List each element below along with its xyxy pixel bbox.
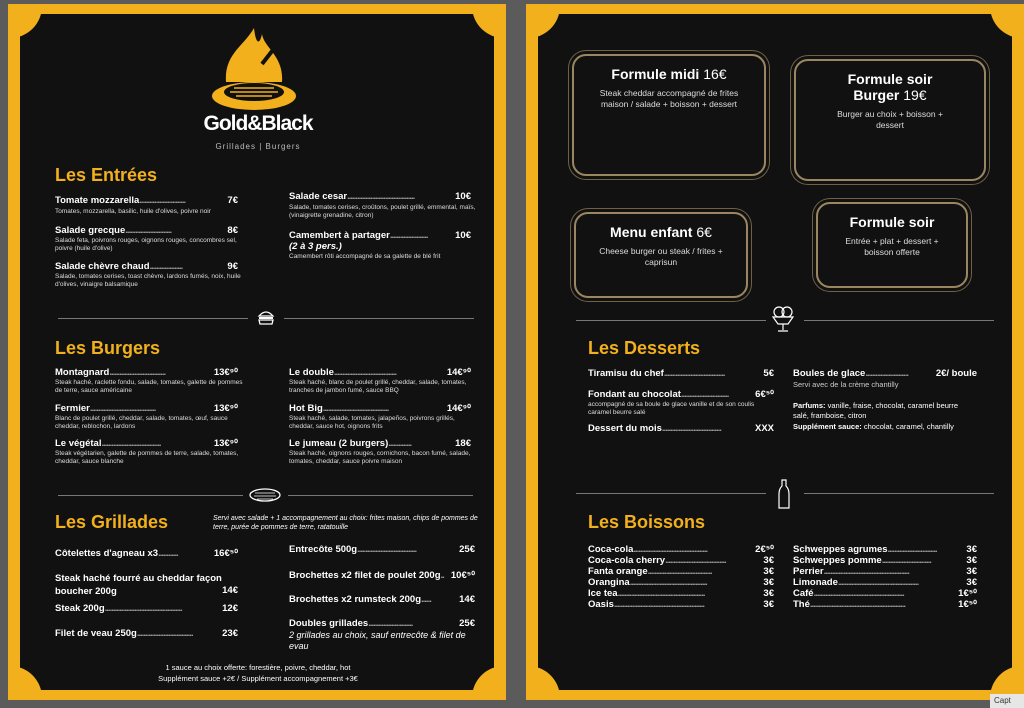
item-price: 3€ [763,599,774,610]
parfums-label: Parfums: [793,401,826,410]
item-price: 10€ [455,230,471,241]
item-price: 25€ [459,544,475,555]
menu-item: Camembert à partager....................... 10€ [289,230,471,241]
item-description: accompagné de sa boule de glace vanille et de son coulis caramel beurre salé [588,401,755,416]
item-name: Fondant au chocolat [588,389,681,400]
item-name: Entrecôte 500g [289,544,358,555]
item-price: 3€ [763,566,774,577]
menu-item: Fermier........................................ 13€⁹⁰ [55,403,238,414]
divider [288,495,473,496]
item-description: Camembert rôti accompagné de sa galette de blé frit [289,253,441,260]
formule-card [794,59,986,181]
flame-grill-logo-icon [204,24,304,120]
menu-item: Salade grecque............................ 8€ [55,225,238,236]
section-title-boissons: Les Boissons [588,512,706,532]
menu-item: Ice tea..................................................... 3€ [588,588,774,599]
item-name: Doubles grillades [289,618,369,629]
divider [804,320,994,321]
item-price: 2€⁵⁰ [755,544,774,555]
item-price: 3€ [966,577,977,588]
menu-item: Coca-cola cherry..................................... 3€ [588,555,774,566]
formule-card [574,212,748,298]
item-price: XXX [754,423,774,434]
item-price: 9€ [227,261,238,272]
item-name: Salade grecque [55,225,126,236]
item-price: 10€ [455,191,471,202]
item-description: Steak haché, salade, tomates, jalapeños, poivrons grillés, cheddar, sauce hot, oignons frits [289,415,455,430]
divider [576,320,766,321]
menu-item: Fondant au chocolat............................. 6€⁵⁰ [588,389,774,400]
section-title-burgers: Les Burgers [55,338,161,358]
formule-title: Formule midi [611,66,700,82]
grillades-note: Servi avec salade + 1 accompagnement au choix: frites maison, chips de pommes de terre, purée de pommes de terre, ratatouille [213,515,478,531]
item-price: 14€ [459,594,475,605]
footer-sauce-line: 1 sauce au choix offerte: forestière, poivre, cheddar, hot [165,663,351,672]
supplement-list: chocolat, caramel, chantilly [863,422,954,431]
menu-item: Salade chèvre chaud.................... 9€ [55,261,238,272]
item-name: Le végétal [55,438,102,449]
menu-item: Boules de glace.......................... 2€/ boule [793,368,977,379]
menu-page-right [526,4,1024,700]
menu-item: Dessert du mois.................................... XXX [588,423,774,434]
item-price: 6€⁵⁰ [755,389,774,400]
item-price: 1€⁵⁰ [958,588,977,599]
boissons-list-right [793,544,977,610]
item-price: 3€ [763,555,774,566]
item-price: 5€ [763,368,774,379]
menu-item: Limonade................................................. 3€ [793,577,977,588]
item-name: Le jumeau (2 burgers) [289,438,389,449]
logo-tagline: Grillades | Burgers [215,142,301,151]
menu-item: Montagnard.................................. 13€⁹⁰ [55,367,238,378]
item-subtitle: 2 grillades au choix, sauf entrecôte & filet de evau [289,630,466,651]
item-name: Hot Big [289,403,323,414]
item-name: Brochettes x2 rumsteck 200g [289,594,422,605]
item-name: Café [793,588,814,599]
divider [284,318,474,319]
item-price: 3€ [966,566,977,577]
divider [804,493,994,494]
item-description: Steak végétarien, galette de pommes de terre, salade, tomates, cheddar, sauce blanche [55,450,239,465]
item-name: Montagnard [55,367,110,378]
menu-item: Coca-cola............................................. 2€⁵⁰ [588,544,774,555]
item-name: Coca-cola [588,544,634,555]
item-price: 1€⁵⁰ [958,599,977,610]
item-name: Salade cesar [289,191,348,202]
section-title-grillades: Les Grillades [55,512,169,532]
item-name: Steak 200g [55,603,105,614]
item-name: Ice tea [588,588,618,599]
item-name: Boules de glace [793,368,866,379]
menu-item: Filet de veau 250g.................................. 23€ [55,628,238,639]
bottle-icon [778,478,790,510]
item-price: 25€ [459,618,475,629]
formule-description: Burger au choix + boisson + dessert [837,109,943,130]
divider [58,318,248,319]
item-name: Le double [289,367,334,378]
menu-item: Fanta orange....................................... 3€ [588,566,774,577]
menu-item: Schweppes pomme.............................. 3€ [793,555,977,566]
menu-item: Salade cesar......................................... 10€ [289,191,471,202]
menu-item: Doubles grillades........................... 25€ [289,618,475,629]
menu-item: Café....................................................... 1€⁵⁰ [793,588,977,599]
item-name: Fanta orange [588,566,648,577]
menu-item: Perrier.................................................... 3€ [793,566,977,577]
logo-name: Gold&Black [203,112,313,135]
item-price: 8€ [227,225,238,236]
item-price: 2€/ boule [935,368,977,379]
sundae-icon [770,302,796,334]
formule-card [816,202,968,288]
item-price: 13€⁹⁰ [213,438,238,449]
item-price: 3€ [763,577,774,588]
item-name: Dessert du mois [588,423,662,434]
item-price: 7€ [227,195,238,206]
formule-description: Steak cheddar accompagné de frites maison / salade + boisson + dessert [599,88,739,109]
item-price: 13€⁹⁰ [213,367,238,378]
formule-card [572,54,766,176]
item-description: Salade, tomates cerises, croûtons, poulet grillé, emmental, maïs, (vinaigrette grenadine, citron) [289,204,476,219]
item-price: 3€ [763,588,774,599]
formule-title: Menu enfant [610,224,693,240]
item-price: 23€ [222,628,238,639]
item-name: Salade chèvre chaud [55,261,150,272]
formule-price: 6€ [696,224,712,240]
parfums-list: vanille, fraise, chocolat, caramel beurre salé, framboise, citron [793,401,959,420]
item-price: 10€⁵⁰ [450,570,475,581]
footer-supplement-line: Supplément sauce +2€ / Supplément accompagnement +3€ [158,674,358,683]
item-name: Tiramisu du chef [588,368,664,379]
menu-item: Côtelettes d'agneau x3............ 16€⁵⁰ [55,548,238,559]
item-name: Tomate mozzarella [55,195,140,206]
item-price: 13€⁹⁰ [213,403,238,414]
formule-price: 16€ [703,66,727,82]
caption-tab[interactable]: Capt [990,694,1024,708]
item-name: Schweppes pomme [793,555,882,566]
menu-item: Orangina............................................... 3€ [588,577,774,588]
formule-description: Entrée + plat + dessert + boisson offerte [845,236,939,257]
item-price: 3€ [966,555,977,566]
item-description: Steak haché, oignons rouges, cornichons, bacon fumé, salade, tomates, cheddar, sauce poivre maison [289,450,471,465]
item-name: Orangina [588,577,630,588]
menu-item-name: Steak haché fourré au cheddar façon boucher 200g [55,573,222,597]
menu-page-left [8,4,506,700]
menu-item: Le végétal.................................... 13€⁹⁰ [55,438,238,449]
item-name: Filet de veau 250g [55,628,137,639]
item-name: Coca-cola cherry [588,555,666,566]
menu-item: Tomate mozzarella............................ 7€ [55,195,238,206]
item-description: Salade, tomates cerises, toast chèvre, lardons fumés, noix, huile d'olives, vinaigre balsamique [55,273,241,288]
formule-price: 19€ [903,87,927,103]
item-description: Servi avec de la crème chantilly [793,380,899,389]
item-description: Tomates, mozzarella, basilic, huile d'olives, poivre noir [55,208,211,215]
menu-item: Steak 200g............................................... 12€ [55,603,238,614]
divider [576,493,766,494]
item-price: 18€ [455,438,471,449]
menu-item: Entrecôte 500g.................................... 25€ [289,544,475,555]
item-description: Steak haché, blanc de poulet grillé, cheddar, salade, tomates, tranches de jambon fumé, sauce BBQ [289,379,467,394]
item-description: Steak haché, raclette fondu, salade, tomates, galette de pommes de terre, sauce américaine [55,379,243,394]
menu-item: Schweppes agrumes.............................. 3€ [793,544,977,555]
menu-item: Tiramisu du chef..................................... 5€ [588,368,774,379]
menu-item: Le double...................................... 14€⁹⁰ [289,367,471,378]
section-title-entrees: Les Entrées [55,165,158,185]
item-name: Schweppes agrumes [793,544,888,555]
menu-item: Hot Big........................................ 14€⁹⁰ [289,403,471,414]
item-name: Oasis [588,599,614,610]
formule-title: Formule soir [849,214,935,230]
item-name: Limonade [793,577,838,588]
item-name: Brochettes x2 filet de poulet 200g [289,570,441,581]
formule-title: Formule soir Burger [847,71,933,103]
item-price: 14€⁹⁰ [446,367,471,378]
menu-item: Brochettes x2 filet de poulet 200g.. 10€⁵⁰ [289,570,475,581]
item-name: Thé [793,599,810,610]
section-title-desserts: Les Desserts [588,338,701,358]
item-description: Blanc de poulet grillé, cheddar, salade, tomates, œuf, sauce cheddar, reblochon, lardons [55,415,228,430]
item-price: 14€⁹⁰ [446,403,471,414]
glace-supplement [793,422,983,431]
item-name: Camembert à partager [289,230,390,241]
item-name: Fermier [55,403,90,414]
item-price: 14€ [215,585,238,596]
burger-icon [256,307,276,327]
item-price: 16€⁵⁰ [213,548,238,559]
menu-item: Oasis....................................................... 3€ [588,599,774,610]
steak-icon [248,488,282,502]
menu-item: Thé.......................................................... 1€⁵⁰ [793,599,977,610]
item-name: Côtelettes d'agneau x3 [55,548,159,559]
item-subtitle: (2 à 3 pers.) [289,241,342,252]
menu-item: Le jumeau (2 burgers).............. 18€ [289,438,471,449]
formule-description: Cheese burger ou steak / frites + caprisun [599,246,723,267]
glace-parfums [793,401,973,421]
item-price: 3€ [966,544,977,555]
item-price: 12€ [222,603,238,614]
supplement-label: Supplément sauce: [793,422,862,431]
item-name: Perrier [793,566,824,577]
menu-item: Brochettes x2 rumsteck 200g...... 14€ [289,594,475,605]
boissons-list-left [588,544,774,610]
divider [58,495,243,496]
item-description: Salade feta, poivrons rouges, oignons rouges, concombres sel, poivre (huile d'olive) [55,237,237,252]
